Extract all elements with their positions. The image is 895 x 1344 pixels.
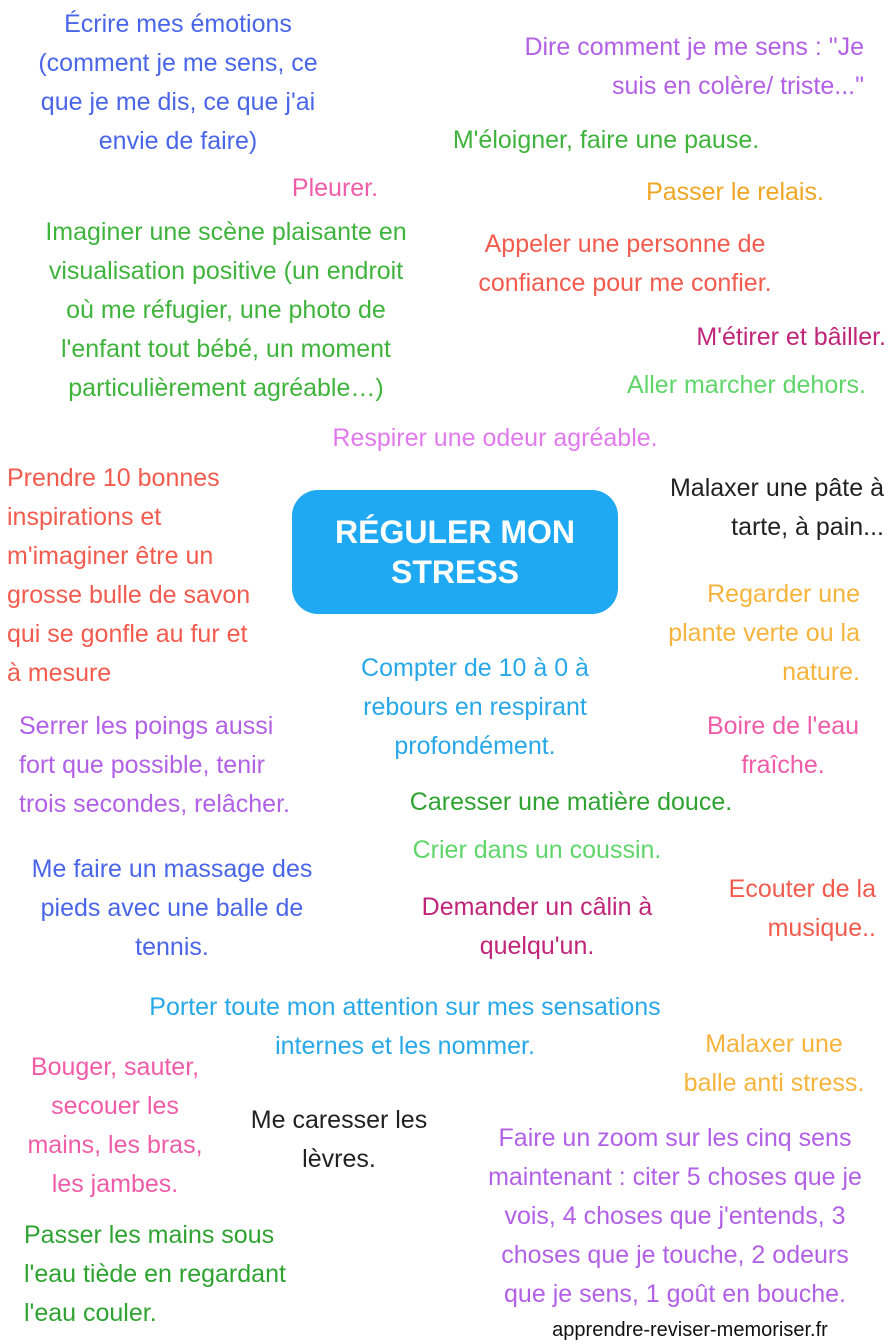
item-line: Demander un câlin à: [421, 893, 653, 921]
item-line: Écrire mes émotions: [64, 10, 292, 38]
item-line: Passer le relais.: [646, 178, 824, 206]
item-line: fort que possible, tenir: [19, 751, 265, 779]
item-line: confiance pour me confier.: [478, 269, 772, 297]
item-line: Dire comment je me sens : "Je: [524, 33, 864, 61]
item-line: Caresser une matière douce.: [409, 788, 733, 816]
item-line: l'eau couler.: [24, 1299, 157, 1327]
item-line: vois, 4 choses que j'entends, 3: [504, 1202, 846, 1230]
item-line: Pleurer.: [291, 174, 379, 202]
item-line: balle anti stress.: [683, 1069, 865, 1097]
item-line: l'enfant tout bébé, un moment: [61, 335, 391, 363]
item-ecrire: [0, 5, 356, 161]
item-line: rebours en respirant: [363, 693, 587, 721]
item-line: qui se gonfle au fur et: [7, 620, 248, 648]
item-line: Compter de 10 à 0 à: [361, 654, 589, 682]
item-line: M'étirer et bâiller.: [696, 323, 886, 351]
item-line: Crier dans un coussin.: [412, 836, 662, 864]
item-boire: [675, 707, 891, 785]
item-line: plante verte ou la: [668, 619, 860, 647]
item-line: profondément.: [394, 732, 556, 760]
item-zoom: [455, 1119, 895, 1314]
item-regarder: [620, 575, 860, 692]
item-line: choses que je touche, 2 odeurs: [501, 1241, 849, 1269]
item-line: grosse bulle de savon: [7, 581, 251, 609]
item-ecouter: [680, 870, 876, 948]
item-line: (comment je me sens, ce: [38, 49, 318, 77]
item-line: que je sens, 1 goût en bouche.: [504, 1280, 846, 1308]
item-dire: [430, 28, 864, 106]
item-line: Me faire un massage des: [31, 855, 313, 883]
item-line: quelqu'un.: [479, 932, 595, 960]
item-line: Passer les mains sous: [24, 1221, 275, 1249]
item-line: Porter toute mon attention sur mes sensations: [149, 993, 661, 1021]
item-eloigner: [400, 121, 812, 160]
item-line: Malaxer une: [705, 1030, 843, 1058]
item-line: mains, les bras,: [27, 1131, 203, 1159]
item-line: Ecouter de la: [728, 875, 876, 903]
central-title: RÉGULER MON STRESS: [335, 514, 575, 590]
item-prendre: [7, 459, 297, 693]
item-line: Faire un zoom sur les cinq sens: [498, 1124, 852, 1152]
item-serrer: [19, 707, 349, 824]
item-line: où me réfugier, une photo de: [66, 296, 386, 324]
item-line: visualisation positive (un endroit: [48, 257, 404, 285]
item-crier: [378, 831, 696, 870]
item-malaxer-pate: [620, 469, 884, 547]
item-line: Respirer une odeur agréable.: [332, 424, 658, 452]
item-line: particulièrement agréable…): [68, 374, 384, 402]
item-bouger: [0, 1048, 230, 1204]
item-caresser-matiere: [370, 783, 772, 822]
item-line: secouer les: [51, 1092, 179, 1120]
item-line: maintenant : citer 5 choses que je: [488, 1163, 862, 1191]
item-line: Serrer les poings aussi: [19, 712, 274, 740]
item-line: envie de faire): [98, 127, 258, 155]
item-compter: [318, 649, 632, 766]
item-massage: [0, 850, 344, 967]
item-line: Malaxer une pâte à: [669, 474, 884, 502]
item-line: l'eau tiède en regardant: [24, 1260, 286, 1288]
item-line: que je me dis, ce que j'ai: [40, 88, 316, 116]
item-etirer: [600, 318, 886, 357]
item-line: internes et les nommer.: [275, 1032, 535, 1060]
item-line: M'éloigner, faire une pause.: [452, 126, 760, 154]
item-balle: [660, 1025, 888, 1103]
item-line: Aller marcher dehors.: [627, 371, 866, 399]
item-mains: [24, 1216, 334, 1333]
item-line: suis en colère/ triste...": [611, 72, 864, 100]
footer-site: apprendre-reviser-memoriser.fr: [552, 1319, 828, 1341]
item-marcher: [560, 366, 866, 405]
central-node: [292, 490, 618, 614]
item-respirer: [280, 419, 710, 458]
item-line: nature.: [782, 658, 860, 686]
item-line: tarte, à pain...: [731, 513, 884, 541]
item-line: Bouger, sauter,: [30, 1053, 200, 1081]
item-line: Me caresser les: [250, 1106, 428, 1134]
item-line: m'imaginer être un: [7, 542, 214, 570]
item-line: Prendre 10 bonnes: [7, 464, 220, 492]
item-line: les jambes.: [51, 1170, 179, 1198]
item-line: trois secondes, relâcher.: [19, 790, 290, 818]
item-line: inspirations et: [7, 503, 162, 531]
item-levres: [225, 1101, 453, 1179]
item-line: pieds avec une balle de: [40, 894, 304, 922]
item-line: fraîche.: [741, 751, 825, 779]
item-calin: [390, 888, 684, 966]
item-relais: [600, 173, 870, 212]
item-line: à mesure: [7, 659, 112, 687]
item-line: Imaginer une scène plaisante en: [45, 218, 407, 246]
item-pleurer: [250, 169, 420, 208]
item-line: musique..: [767, 914, 876, 942]
item-line: Appeler une personne de: [484, 230, 766, 258]
item-line: Regarder une: [707, 580, 860, 608]
item-imaginer: [0, 213, 452, 408]
item-line: Boire de l'eau: [706, 712, 860, 740]
item-line: tennis.: [135, 933, 209, 961]
item-line: lèvres.: [302, 1145, 376, 1173]
item-appeler: [440, 225, 810, 303]
